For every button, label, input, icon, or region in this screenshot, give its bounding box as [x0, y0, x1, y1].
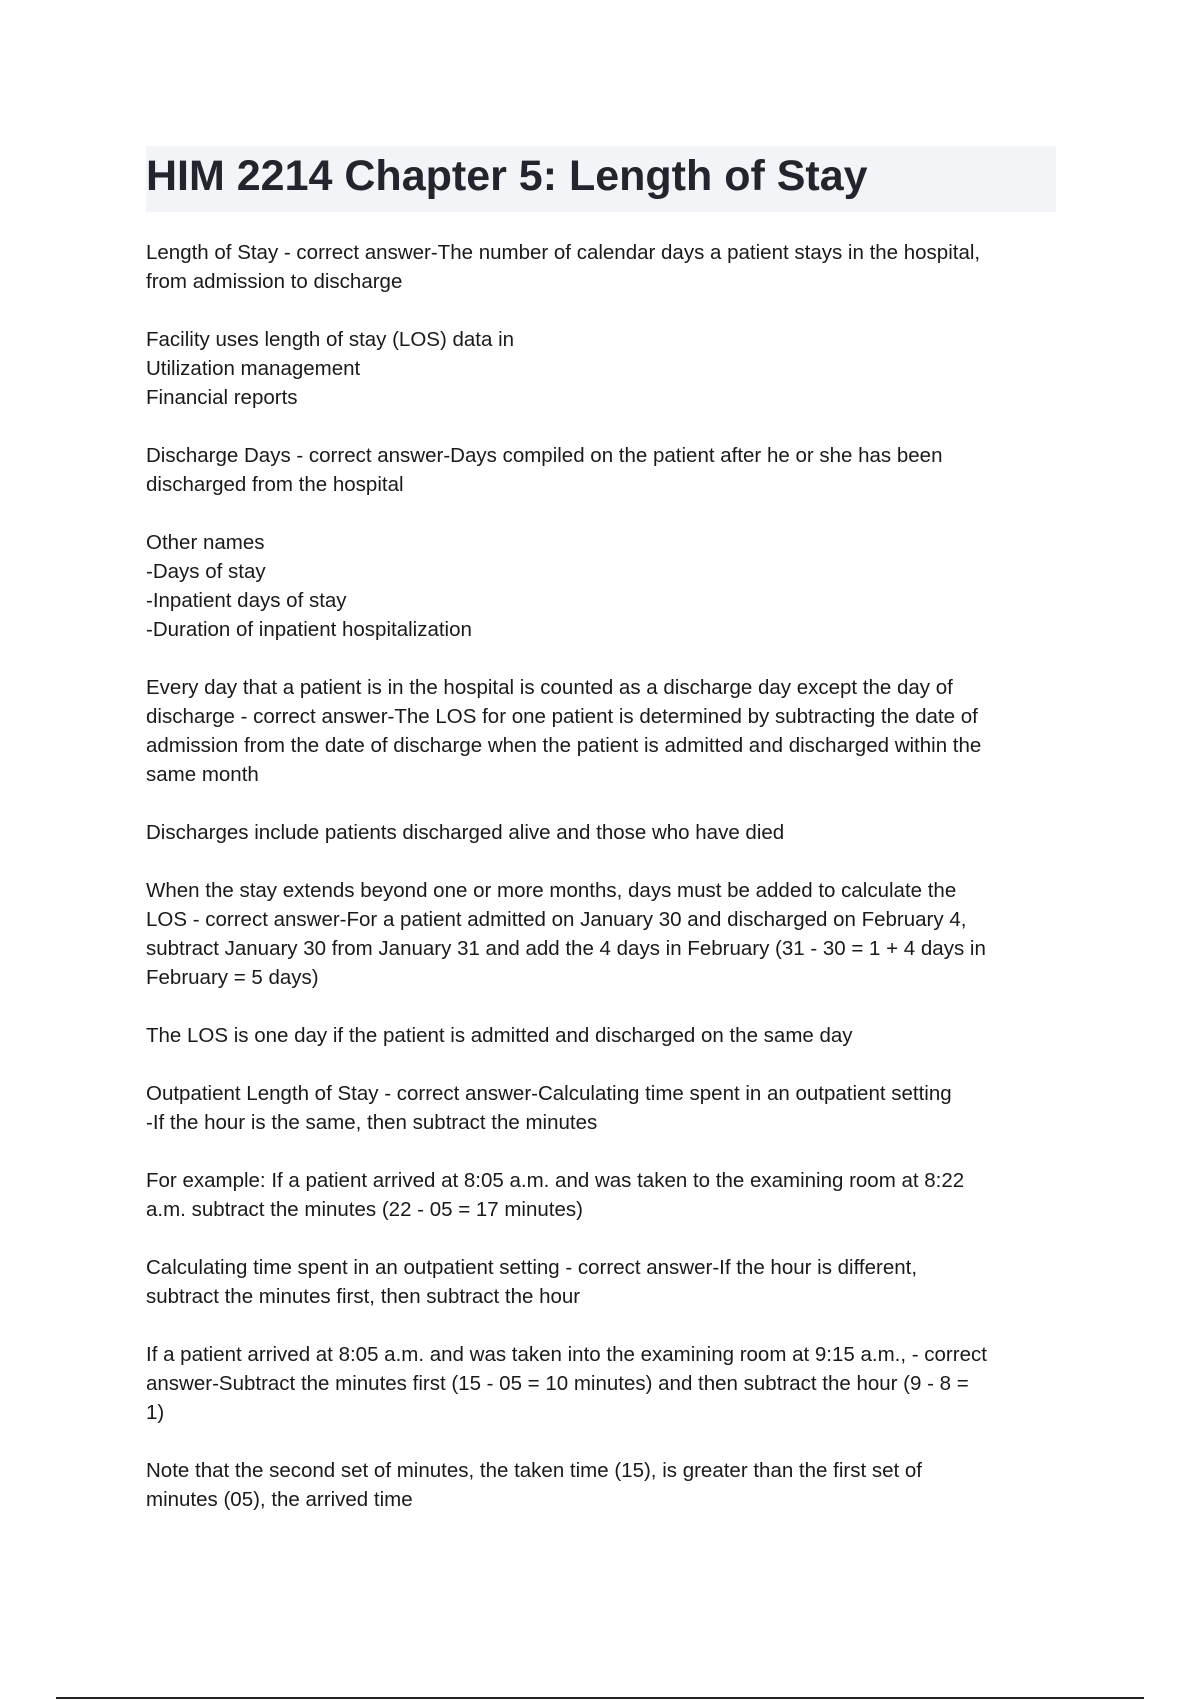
paragraph: [146, 1079, 1066, 1137]
paragraph-line: from admission to discharge: [146, 270, 403, 293]
paragraph: [146, 238, 1066, 296]
paragraph-line: Discharge Days - correct answer-Days compiled on the patient after he or she has been: [146, 444, 943, 467]
paragraph-line: subtract January 30 from January 31 and add the 4 days in February (31 - 30 = 1 + 4 days in: [146, 937, 986, 960]
paragraph-line: discharge - correct answer-The LOS for one patient is determined by subtracting the date of: [146, 705, 978, 728]
paragraph-line: Discharges include patients discharged alive and those who have died: [146, 821, 785, 844]
paragraph-line: same month: [146, 763, 259, 786]
paragraph-line: minutes (05), the arrived time: [146, 1488, 413, 1511]
paragraph-line: Outpatient Length of Stay - correct answer-Calculating time spent in an outpatient setting: [146, 1082, 952, 1105]
title-banner: [146, 146, 1056, 212]
paragraph: [146, 1253, 1066, 1311]
paragraph-line: For example: If a patient arrived at 8:05 a.m. and was taken to the examining room at 8:22: [146, 1169, 965, 1192]
paragraph: [146, 1456, 1066, 1514]
paragraph: [146, 673, 1066, 789]
paragraph-line: answer-Subtract the minutes first (15 - 05 = 10 minutes) and then subtract the hour (9 - 8 =: [146, 1372, 969, 1395]
paragraph-line: 1): [146, 1401, 165, 1424]
paragraph: [146, 876, 1066, 992]
paragraph-line: Facility uses length of stay (LOS) data in: [146, 328, 515, 351]
document-body: [146, 238, 1066, 1543]
paragraph-line: Other names: [146, 531, 265, 554]
paragraph-line: -Inpatient days of stay: [146, 589, 347, 612]
document-title: HIM 2214 Chapter 5: Length of Stay: [146, 152, 868, 200]
paragraph: [146, 1166, 1066, 1224]
paragraph-line: February = 5 days): [146, 966, 319, 989]
paragraph-line: Calculating time spent in an outpatient setting - correct answer-If the hour is different,: [146, 1256, 918, 1279]
paragraph: [146, 325, 1066, 412]
paragraph: [146, 441, 1066, 499]
paragraph-line: The LOS is one day if the patient is admitted and discharged on the same day: [146, 1024, 853, 1047]
paragraph-line: Utilization management: [146, 357, 361, 380]
paragraph-line: -Duration of inpatient hospitalization: [146, 618, 472, 641]
paragraph: [146, 1021, 1066, 1050]
paragraph-line: When the stay extends beyond one or more months, days must be added to calculate the: [146, 879, 957, 902]
paragraph-line: Financial reports: [146, 386, 298, 409]
paragraph-line: -Days of stay: [146, 560, 266, 583]
paragraph-line: subtract the minutes first, then subtract the hour: [146, 1285, 581, 1308]
paragraph: [146, 528, 1066, 644]
paragraph-line: If a patient arrived at 8:05 a.m. and was taken into the examining room at 9:15 a.m., - correct: [146, 1343, 987, 1366]
paragraph-line: Length of Stay - correct answer-The number of calendar days a patient stays in the hospital,: [146, 241, 981, 264]
paragraph: [146, 1340, 1066, 1427]
footer-divider: [56, 1697, 1144, 1699]
paragraph-line: LOS - correct answer-For a patient admitted on January 30 and discharged on February 4,: [146, 908, 967, 931]
paragraph-line: discharged from the hospital: [146, 473, 404, 496]
paragraph-line: Note that the second set of minutes, the taken time (15), is greater than the first set of: [146, 1459, 922, 1482]
paragraph-line: admission from the date of discharge when the patient is admitted and discharged within the: [146, 734, 982, 757]
paragraph: [146, 818, 1066, 847]
paragraph-line: Every day that a patient is in the hospital is counted as a discharge day except the day of: [146, 676, 953, 699]
paragraph-line: a.m. subtract the minutes (22 - 05 = 17 minutes): [146, 1198, 583, 1221]
paragraph-line: -If the hour is the same, then subtract the minutes: [146, 1111, 598, 1134]
